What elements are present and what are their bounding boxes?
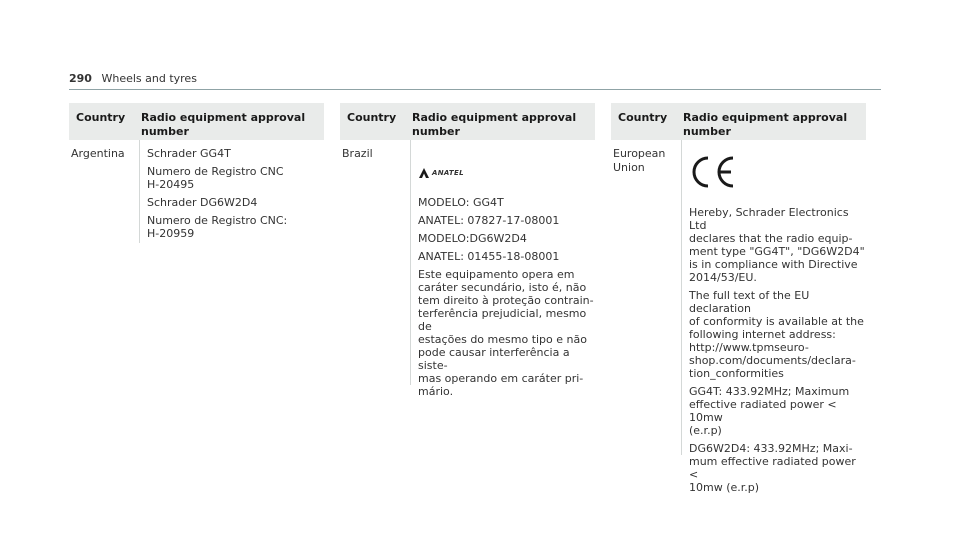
approval-column-header: Radio equipment approval number: [683, 111, 848, 138]
approval-paragraph: Schrader DG6W2D4: [147, 196, 258, 209]
ce-mark-icon: [689, 155, 866, 192]
table-row: [340, 140, 595, 398]
country-cell: Argentina: [69, 140, 140, 243]
approval-column-header: Radio equipment approval number: [141, 111, 306, 138]
approval-paragraph: The full text of the EU declaration of conformity is available at the following internet address: http://www.tpmseuro- shop.com/documents/declara- tion_conformities: [689, 289, 864, 380]
approval-paragraph: Numero de Registro CNC H-20495: [147, 165, 284, 191]
table-header: [611, 103, 866, 140]
approval-cell: [682, 140, 866, 494]
approval-table-brazil: [340, 103, 595, 398]
table-row: [611, 140, 866, 494]
anatel-brand: ANATEL: [432, 168, 464, 177]
ce-logo: [689, 155, 735, 189]
approval-paragraph: Schrader GG4T: [147, 147, 231, 160]
approval-paragraph: ANATEL: 07827-17-08001: [418, 214, 560, 227]
approval-paragraph: GG4T: 433.92MHz; Maximum effective radiated power < 10mw (e.r.p): [689, 385, 850, 437]
approval-column-header: Radio equipment approval number: [412, 111, 577, 138]
anatel-icon: [418, 167, 430, 179]
approval-paragraph: Este equipamento opera em caráter secundário, isto é, não tem direito à proteção contrain- terferência prejudicial, mesmo de estações do mesmo tipo e não pode causar interferência a siste- mas operando em caráter pri- mário.: [418, 268, 594, 398]
country-cell: Brazil: [340, 140, 411, 385]
approval-paragraph: MODELO:DG6W2D4: [418, 232, 527, 245]
country-column-header: Country: [347, 111, 397, 124]
section-title: Wheels and tyres: [101, 72, 197, 85]
header-rule: [69, 89, 881, 90]
approval-paragraph: Hereby, Schrader Electronics Ltd declares that the radio equip- ment type "GG4T", "DG6W2D4" is in compliance with Directive 2014/53/EU.: [689, 206, 865, 284]
table-header: [69, 103, 324, 140]
approval-cell: [411, 140, 595, 398]
page-number: 290: [69, 72, 92, 85]
approval-paragraph: ANATEL: 01455-18-08001: [418, 250, 560, 263]
table-header: [340, 103, 595, 140]
approval-paragraph: DG6W2D4: 433.92MHz; Maxi- mum effective radiated power < 10mw (e.r.p): [689, 442, 856, 494]
approval-paragraph: Numero de Registro CNC: H-20959: [147, 214, 288, 240]
anatel-logo: [418, 160, 595, 186]
table-row: [69, 140, 324, 243]
approval-table-argentina: [69, 103, 324, 243]
approval-table-eu: [611, 103, 866, 494]
country-column-header: Country: [76, 111, 126, 124]
approval-cell: [140, 140, 324, 243]
page-header: [69, 72, 197, 85]
approval-paragraph: MODELO: GG4T: [418, 196, 504, 209]
country-column-header: Country: [618, 111, 668, 124]
country-cell: European Union: [611, 140, 682, 455]
